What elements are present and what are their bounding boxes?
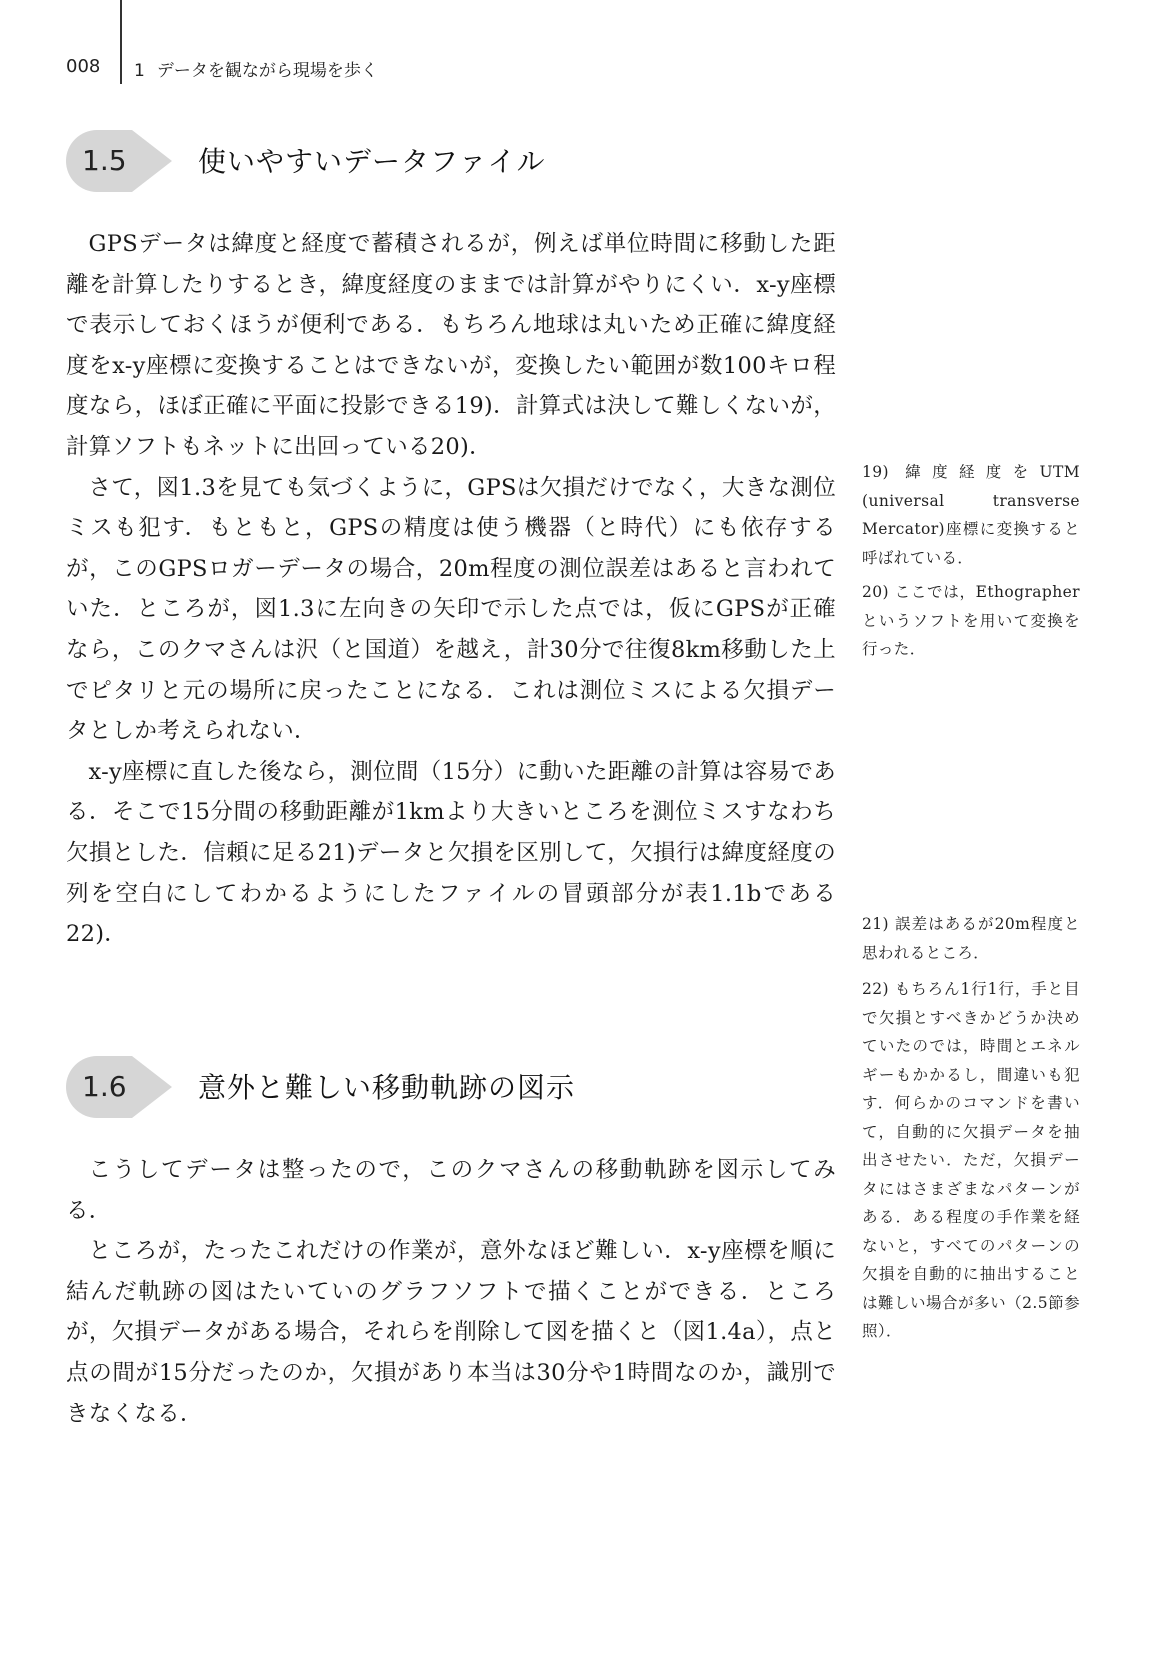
chapter-number: 1 xyxy=(134,61,145,81)
footnote-20: 20) ここでは，Ethographerというソフトを用いて変換を行った． xyxy=(862,583,1080,658)
footnote-19: 19) 緯度経度をUTM (universal transverse Mercator)座標に変換すると呼ばれている． xyxy=(862,463,1080,567)
footnotes-group-1 xyxy=(862,458,1080,664)
section-heading-1-5 xyxy=(66,130,826,192)
footnote-22: 22) もちろん1行1行，手と目で欠損とすべきかどうか決めていたのでは，時間とエネルギーもかかるし，間違いも犯す．何らかのコマンドを書いて，自動的に欠損データを抽出させたい．ただ，欠損データにはさまざまなパターンがある．ある程度の手作業を経ないと，すべてのパターンの欠損を自動的に抽出することは難しい場合が多い（2.5節参照）． xyxy=(862,980,1080,1340)
header-rule xyxy=(120,0,122,84)
running-header xyxy=(0,0,1165,100)
paragraph: GPSデータは緯度と経度で蓄積されるが，例えば単位時間に移動した距離を計算したりするとき，緯度経度のままでは計算がやりにくい．x-y座標で表示しておくほうが便利である．もちろん地球は丸いため正確に緯度経度をx-y座標に変換することはできないが，変換したい範囲が数100キロ程度なら，ほぼ正確に平面に投影できる19)．計算式は決して難しくないが，計算ソフトもネットに出回っている20)． xyxy=(66,231,836,460)
section-number: 1.6 xyxy=(82,1070,127,1103)
section-number: 1.5 xyxy=(82,144,127,177)
footnote-21: 21) 誤差はあるが20m程度と思われるところ． xyxy=(862,915,1080,962)
paragraph: さて，図1.3を見ても気づくように，GPSは欠損だけでなく，大きな測位ミスも犯す．もともと，GPSの精度は使う機器（と時代）にも依存するが，このGPSロガーデータの場合，20m程度の測位誤差はあると言われていた．ところが，図1.3に左向きの矢印で示した点では，仮にGPSが正確なら，このクマさんは沢（と国道）を越え，計30分で往復8km移動した上でピタリと元の場所に戻ったことになる．これは測位ミスによる欠損データとしか考えられない． xyxy=(66,474,836,745)
paragraph: x-y座標に直した後なら，測位間（15分）に動いた距離の計算は容易である．そこで15分間の移動距離が1kmより大きいところを測位ミスすなわち欠損とした．信頼に足る21)データと欠損を区別して，欠損行は緯度経度の列を空白にしてわかるようにしたファイルの冒頭部分が表1.1bである22)． xyxy=(66,758,836,948)
section-body-1-6 xyxy=(66,1150,836,1434)
section-title: 使いやすいデータファイル xyxy=(198,145,546,178)
section-body-1-5 xyxy=(66,224,836,955)
running-head xyxy=(134,56,378,81)
section-heading-1-6 xyxy=(66,1056,826,1118)
paragraph: こうしてデータは整ったので，このクマさんの移動軌跡を図示してみる． xyxy=(66,1157,836,1224)
paragraph: ところが，たったこれだけの作業が，意外なほど難しい．x-y座標を順に結んだ軌跡の図はたいていのグラフソフトで描くことができる．ところが，欠損データがある場合，それらを削除して図を描くと（図1.4a），点と点の間が15分だったのか，欠損があり本当は30分や1時間なのか，識別できなくなる． xyxy=(66,1238,836,1427)
chapter-title: データを観ながら現場を歩く xyxy=(156,61,378,81)
page-number: 008 xyxy=(66,56,101,77)
footnotes-group-2 xyxy=(862,910,1080,1346)
section-title: 意外と難しい移動軌跡の図示 xyxy=(198,1071,576,1104)
section-badge xyxy=(66,130,176,192)
section-badge xyxy=(66,1056,176,1118)
